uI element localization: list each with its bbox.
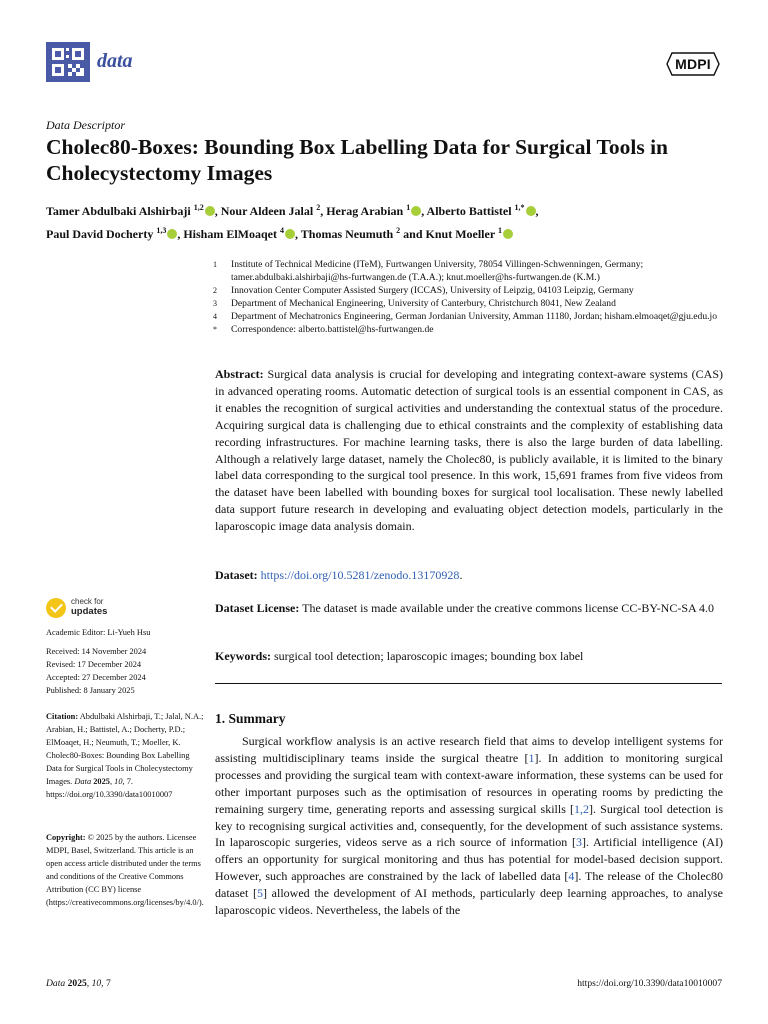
orcid-icon[interactable] (503, 229, 513, 239)
summary-text: ] allowed the development of AI methods, particularly deep learning approaches, to analyse laparoscopic videos. Nevertheless, the labels of the (215, 886, 723, 918)
copyright-block (46, 831, 206, 909)
orcid-icon[interactable] (167, 229, 177, 239)
date-received: Received: 14 November 2024 (46, 647, 147, 656)
check-line1: check for (71, 597, 104, 606)
check-for-updates-badge[interactable] (46, 597, 146, 619)
orcid-icon[interactable] (411, 206, 421, 216)
license-text: The dataset is made available under the creative commons license CC-BY-NC-SA 4.0 (302, 601, 714, 615)
check-line2: updates (71, 606, 108, 617)
publication-dates (46, 645, 206, 697)
citation-label: Citation: (46, 712, 79, 721)
summary-paragraph (215, 733, 723, 919)
author-affiliation: 1,3 (156, 226, 167, 235)
dataset-link[interactable]: https://doi.org/10.5281/zenodo.13170928 (260, 568, 460, 582)
citation-volume: 10 (114, 777, 123, 786)
summary-text: ]. Artificial intelligence (AI) offers an opportunity for surgical monitoring and thus has potential for model-based decision support. However, such approaches are constrained by the lack of labelled data [ (215, 835, 723, 884)
author-name: Tamer Abdulbaki Alshirbaji (46, 204, 191, 218)
section-heading: 1. Summary (215, 711, 286, 726)
affiliation-item (213, 323, 723, 336)
orcid-icon[interactable] (285, 229, 295, 239)
citation-ref[interactable]: 3 (575, 835, 582, 850)
license-label: Dataset License: (215, 601, 300, 615)
footer-citation: Data 2025, 10, 7 (46, 978, 111, 989)
check-icon (46, 598, 66, 618)
date-published: Published: 8 January 2025 (46, 686, 135, 695)
footer-year: 2025 (67, 978, 87, 989)
author-affiliation: 2 (316, 203, 321, 212)
keywords-line (215, 648, 723, 665)
paper-title: Cholec80-Boxes: Bounding Box Labelling Data for Surgical Tools in Cholecystectomy Images (46, 135, 669, 185)
affiliation-number: 4 (213, 312, 217, 321)
author-name: Paul David Docherty (46, 227, 154, 241)
copyright-text: © 2025 by the authors. Licensee MDPI, Basel, Switzerland. This article is an open access article distributed under the terms and conditions of the Creative Commons Attribution (CC BY) license (https://creativecommons.org/licenses/by/4.0/). (46, 833, 204, 907)
author[interactable] (183, 227, 295, 241)
citation-ref[interactable]: 1,2 (574, 801, 590, 816)
abstract-label: Abstract: (215, 367, 264, 381)
affiliation-text: Department of Mechanical Engineering, University of Canterbury, Christchurch 8041, New Zealand (231, 298, 616, 309)
author-name: Herag Arabian (326, 204, 404, 218)
date-revised: Revised: 17 December 2024 (46, 660, 142, 669)
author-separator: and (400, 227, 426, 241)
citation-doi[interactable]: , 7. https://doi.org/10.3390/data10010007 (46, 777, 173, 799)
dataset-end: . (459, 568, 463, 582)
citation-year: 2025 (93, 777, 110, 786)
author-separator: , (421, 204, 427, 218)
publisher-name: MDPI (675, 56, 711, 72)
affiliation-text: Department of Mechatronics Engineering, German Jordanian University, Amman 11180, Jordan; hisham.elmoaqet@gju.edu.jo (231, 311, 718, 322)
affiliation-number: * (213, 325, 217, 334)
affiliation-text: Innovation Center Computer Assisted Surgery (ICCAS), University of Leipzig, 04103 Leipzig, Germany (231, 285, 634, 296)
author[interactable] (326, 204, 421, 218)
author-name: Nour Aldeen Jalal (220, 204, 314, 218)
footer-page: , 7 (101, 978, 111, 989)
author-separator: , (320, 204, 327, 218)
section-divider (215, 683, 722, 684)
author-separator: , (177, 227, 184, 241)
orcid-icon[interactable] (526, 206, 536, 216)
dataset-line (215, 567, 723, 584)
copyright-label: Copyright: (46, 833, 86, 842)
keywords-text: surgical tool detection; laparoscopic images; bounding box label (274, 649, 584, 663)
publisher-logo[interactable] (666, 52, 720, 76)
author-affiliation: 1 (406, 203, 411, 212)
author-name: Alberto Battistel (426, 204, 512, 218)
affiliation-text: Institute of Technical Medicine (ITeM), Furtwangen University, 78054 Villingen-Schwenningen, Germany; tamer.abdulbaki.alshirbaji@hs-furtwangen.de (T.A.A.); knut.moeller@hs-furtwangen.de (K.M.) (231, 259, 644, 283)
author-affiliation: 2 (396, 226, 401, 235)
affiliation-number: 1 (213, 260, 217, 269)
affiliations (213, 258, 723, 336)
author-affiliation: 1,2 (193, 203, 204, 212)
author[interactable] (46, 227, 177, 241)
footer-doi[interactable]: https://doi.org/10.3390/data10010007 (577, 978, 722, 989)
affiliation-item (213, 258, 723, 284)
date-accepted: Accepted: 27 December 2024 (46, 673, 146, 682)
author-separator: , (535, 204, 539, 218)
affiliation-number: 3 (213, 299, 217, 308)
license-line (215, 600, 723, 617)
author-affiliation: 1 (497, 226, 502, 235)
footer-journal: Data (46, 978, 66, 989)
summary-text: ]. Surgical tool detection is key to recognising surgical activities and, consequently, for the development of such assistance systems. In laparoscopic surgeries, videos serve as a rich source of information [ (215, 801, 723, 850)
author[interactable] (427, 204, 536, 218)
author-list (46, 198, 736, 244)
footer-volume: 10 (91, 978, 102, 989)
citation-ref[interactable]: 5 (257, 886, 263, 901)
author-separator: , (214, 204, 221, 218)
author[interactable] (426, 227, 513, 241)
affiliation-item (213, 297, 723, 310)
citation-ref[interactable]: 1 (528, 750, 535, 765)
author-name: Thomas Neumuth (300, 227, 394, 241)
citation-text: Abdulbaki Alshirbaji, T.; Jalal, N.A.; Arabian, H.; Battistel, A.; Docherty, P.D.; ElMoaqet, H.; Neumuth, T.; Moeller, K. Cholec80-Boxes: Bounding Box Labelling Data for Surgical Tools in Cholecystectomy Images. (46, 712, 204, 786)
academic-editor: Academic Editor: Li-Yueh Hsu (46, 628, 151, 637)
document-type: Data Descriptor (46, 118, 125, 132)
affiliation-item (213, 310, 723, 323)
author-separator: , (295, 227, 301, 241)
keywords-label: Keywords: (215, 649, 271, 663)
summary-text: ]. The release of the Cholec80 dataset [ (215, 869, 723, 901)
author-name: Knut Moeller (425, 227, 495, 241)
affiliation-number: 2 (213, 286, 217, 295)
citation-ref[interactable]: 4 (568, 869, 575, 884)
summary-text: Surgical workflow analysis is an active research field that aims to develop intelligent systems for assisting multidisciplinary teams inside the surgical theatre [ (215, 734, 723, 765)
journal-logo (46, 42, 90, 82)
dataset-label: Dataset: (215, 568, 258, 582)
abstract (215, 366, 723, 535)
journal-name[interactable]: data (97, 50, 133, 72)
affiliation-text: Correspondence: alberto.battistel@hs-furtwangen.de (231, 324, 434, 335)
author[interactable] (301, 227, 400, 241)
summary-text: ]. In addition to monitoring surgical processes and providing the surgical team with context-aware information, these systems can be used for other important purposes such as the optimisation of resources in operating rooms by predicting the remaining surgery time, generating reports and assessing surgical skills [ (215, 750, 723, 816)
author-affiliation: 4 (280, 226, 284, 235)
abstract-text: Surgical data analysis is crucial for developing and integrating context-aware systems (CAS) in advanced operating rooms. Automatic detection of surgical tools is an essential component in CAS, as it enables the recognition of surgical activities and understanding the contextual status of the procedure. Acquiring surgical data is challenging due to ethical constraints and the complexity of establishing data recording infrastructures. For machine learning tasks, there is also the large burden of data labelling. Although a relatively large dataset, namely the Cholec80, is publicly available, it is limited to the binary label data corresponding to the surgical tool presence. In this work, 15,691 frames from five videos from the dataset have been labelled with bounding boxes for surgical tool localisation. These newly labelled data support future research in developing and evaluating object detection models, particularly in the laparoscopic image data analysis domain. (215, 367, 723, 534)
author-affiliation: 1,* (514, 203, 525, 212)
author[interactable] (46, 204, 215, 218)
citation-block: Citation: Abdulbaki Alshirbaji, T.; Jalal, N.A.; Arabian, H.; Battistel, A.; Docherty, P.D.; ElMoaqet, H.; Neumuth, T.; Moeller, K. Cholec80-Boxes: Bounding Box Labelling Data for Surgical Tools in Cholecystectomy Images. Data 2025, 10, 7. https://doi.org/10.3390/data10010007 (46, 712, 204, 799)
citation-journal: Data (74, 777, 92, 786)
affiliation-item (213, 284, 723, 297)
author-name: Hisham ElMoaqet (183, 227, 277, 241)
orcid-icon[interactable] (205, 206, 215, 216)
author[interactable] (221, 204, 320, 218)
